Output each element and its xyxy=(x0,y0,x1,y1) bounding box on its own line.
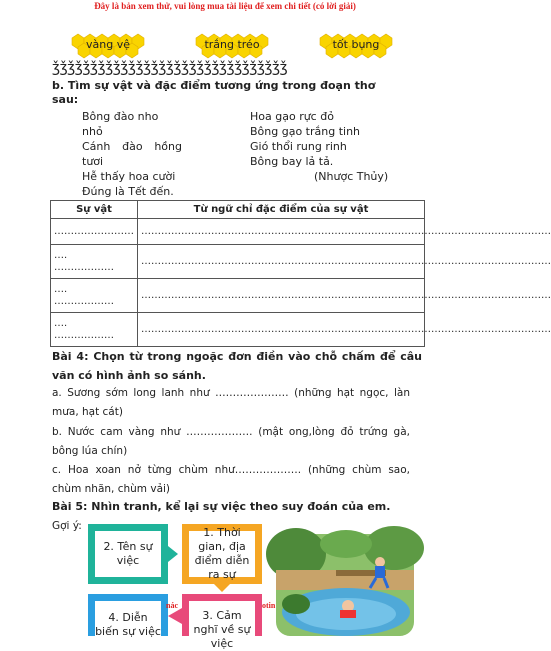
table-cell[interactable]: …………………………………………………………………………………………………………… xyxy=(138,313,425,347)
table-cell[interactable]: …………………………………………………………………………………………………………… xyxy=(138,279,425,313)
poem-left xyxy=(82,109,182,199)
arrow-down-icon xyxy=(214,584,230,592)
part-b-heading: b. Tìm sự vật và đặc điểm tương ứng trong đoạn thơ sau: xyxy=(52,79,376,106)
honey-word-label: tốt bụng xyxy=(332,38,380,51)
table-row xyxy=(51,279,425,313)
answer-table xyxy=(50,200,551,347)
honey-word-3 xyxy=(314,30,398,60)
footer-fragment: nác xyxy=(166,601,178,610)
table-cell[interactable]: …. ……………… xyxy=(51,313,138,347)
arrow-right-icon xyxy=(168,546,178,562)
table-cell[interactable]: …………………………………………………………………………………………………………… xyxy=(138,245,425,279)
table-header-row xyxy=(51,201,425,219)
bai4-title: Bài 4: Chọn từ trong ngoặc đơn điền vào chỗ chấm để câu văn có hình ảnh so sánh. xyxy=(52,350,422,382)
table-row xyxy=(51,245,425,279)
bai4-item-c: c. Hoa xoan nở từng chùm như………………. (những chùm sao, chùm nhãn, chùm vải) xyxy=(52,464,410,495)
table-cell[interactable]: …. ……………… xyxy=(51,279,138,313)
pond-illustration xyxy=(276,534,414,636)
table-cell[interactable]: …………………………………………………………………………………………………………… xyxy=(138,219,425,245)
poem-author: (Nhược Thủy) xyxy=(314,170,389,183)
arrow-left-icon xyxy=(168,608,182,624)
table-row xyxy=(51,313,425,347)
poem-line: Đúng là Tết đến. xyxy=(82,185,174,198)
poem-right xyxy=(250,109,390,169)
bai5-hint: Gợi ý: xyxy=(52,520,82,532)
poem-line: Bông bay lả tả. xyxy=(250,155,334,168)
preview-banner: Đây là bản xem thử, vui lòng mua tài liệu để xem chi tiết (có lời giải) xyxy=(94,1,356,11)
poem-word: Cánh xyxy=(82,140,111,153)
bai4-item-b: b. Nước cam vàng như ………………. (mật ong,lòng đỏ trứng gà, bông lúa chín) xyxy=(52,426,410,457)
bai5-title: Bài 5: Nhìn tranh, kể lại sự việc theo suy đoán của em. xyxy=(52,500,391,513)
bai4-item-a: a. Sương sớm long lanh như ………………… (những hạt ngọc, làn mưa, hạt cát) xyxy=(52,387,410,418)
table-header: Sự vật xyxy=(51,201,138,219)
card-label: 3. Cảm nghĩ về sự việc xyxy=(189,601,255,636)
table-cell[interactable]: …. ……………… xyxy=(51,245,138,279)
card-label: 4. Diễn biến sự việc xyxy=(95,601,161,636)
honey-word-label: vàng vệ xyxy=(86,38,130,51)
poem-word: hồng xyxy=(154,140,182,153)
card-label: 2. Tên sự việc xyxy=(95,531,161,577)
poem-line: Hễ thấy hoa cười xyxy=(82,170,176,183)
honey-word-2 xyxy=(190,30,274,60)
poem-line: tươi xyxy=(82,155,104,168)
poem-line: Bông gạo trắng tinh xyxy=(250,125,361,138)
poem-line: Bông đào nho nhỏ xyxy=(82,110,159,138)
table-row xyxy=(51,219,425,245)
card-label: 1. Thời gian, địa điểm diễn ra sự xyxy=(189,531,255,577)
table-header: Từ ngữ chỉ đặc điểm của sự vật xyxy=(138,201,425,219)
honey-word-label: trắng tréo xyxy=(204,38,260,51)
honey-word-1 xyxy=(66,30,150,60)
footer-fragment: otin xyxy=(262,601,276,610)
poem-line xyxy=(82,139,182,154)
table-cell[interactable]: …………………… xyxy=(51,219,138,245)
poem-line: Gió thổi rung rinh xyxy=(250,140,347,153)
poem-word: đào xyxy=(122,140,143,153)
poem-line: Hoa gạo rực đỏ xyxy=(250,110,334,123)
decorative-wavy-line: ǯǯǯǯǯǯǯǯǯǯǯǯǯǯǯǯǯǯǯǯǯǯǯǯǯǯǯǯǯǯǯ xyxy=(52,60,288,76)
